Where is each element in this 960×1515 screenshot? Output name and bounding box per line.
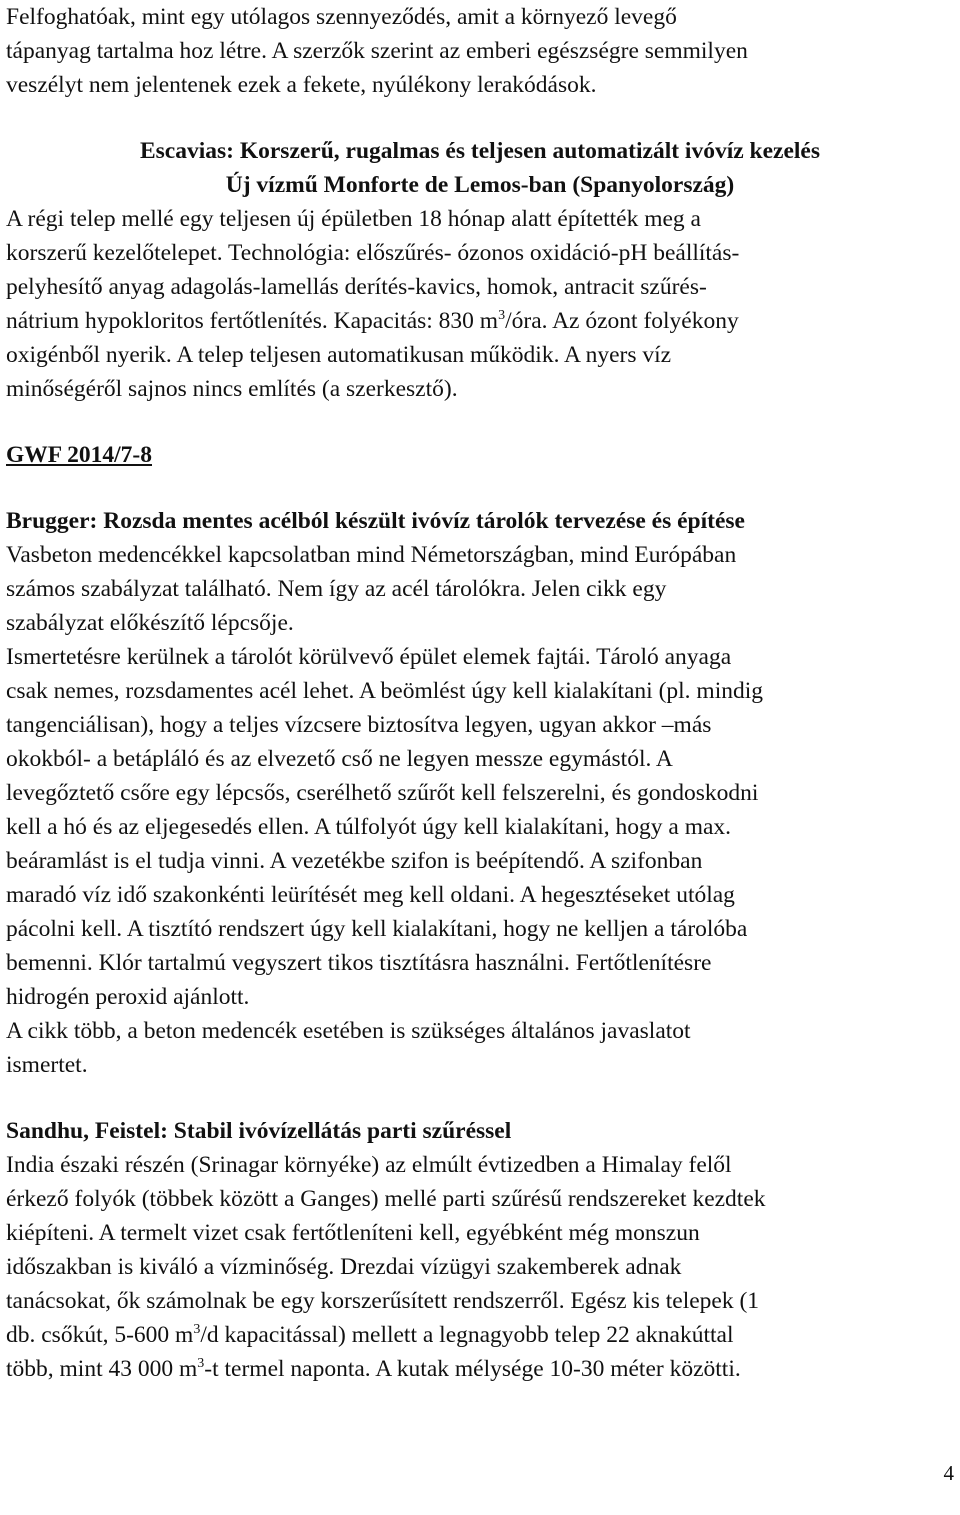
text-fragment: /d kapacitással) mellett a legnagyobb telep 22 aknakúttal bbox=[200, 1322, 734, 1348]
text-line: Ismertetésre kerülnek a tárolót körülvevő épület elemek fajtái. Tároló anyaga bbox=[6, 644, 732, 670]
article-title: Sandhu, Feistel: Stabil ivóvízellátás parti szűréssel bbox=[6, 1118, 512, 1144]
text-line bbox=[6, 1318, 954, 1352]
text-line bbox=[6, 304, 954, 338]
text-line bbox=[6, 1352, 954, 1386]
text-fragment: -t termel naponta. A kutak mélysége 10-30 méter közötti. bbox=[204, 1356, 741, 1382]
text-line: ismertet. bbox=[6, 1052, 88, 1078]
superscript: 3 bbox=[197, 1356, 205, 1371]
text-line: tápanyag tartalma hoz létre. A szerzők szerint az emberi egészségre semmilyen bbox=[6, 38, 748, 64]
brugger-article bbox=[6, 504, 954, 1082]
article-body bbox=[6, 538, 954, 1082]
page-number: 4 bbox=[943, 1461, 954, 1485]
text-line: A régi telep mellé egy teljesen új épületben 18 hónap alatt építették meg a bbox=[6, 206, 701, 232]
text-fragment: több, mint 43 000 m bbox=[6, 1356, 198, 1382]
superscript: 3 bbox=[193, 1322, 201, 1337]
escavias-article bbox=[6, 134, 954, 406]
intro-paragraph bbox=[6, 0, 954, 102]
text-line: tangenciálisan), hogy a teljes vízcsere biztosítva legyen, ugyan akkor –más bbox=[6, 712, 712, 738]
text-line: beáramlást is el tudja vinni. A vezetékbe szifon is beépítendő. A szifonban bbox=[6, 848, 703, 874]
text-line: hidrogén peroxid ajánlott. bbox=[6, 984, 250, 1010]
text-line: kell a hó és az eljegesedés ellen. A túlfolyót úgy kell kialakítani, hogy a max. bbox=[6, 814, 732, 840]
sandhu-article bbox=[6, 1114, 954, 1386]
text-line: oxigénből nyerik. A telep teljesen automatikusan működik. A nyers víz bbox=[6, 342, 672, 368]
text-line: maradó víz idő szakonkénti leürítését meg kell oldani. A hegesztéseket utólag bbox=[6, 882, 735, 908]
text-line: pácolni kell. A tisztító rendszert úgy kell kialakítani, hogy ne kelljen a tárolóba bbox=[6, 916, 748, 942]
article-title: Escavias: Korszerű, rugalmas és teljesen automatizált ivóvíz kezelés bbox=[139, 138, 821, 164]
text-line: szabályzat előkészítő lépcsője. bbox=[6, 610, 294, 636]
superscript: 3 bbox=[498, 308, 506, 323]
text-line: Vasbeton medencékkel kapcsolatban mind Németországban, mind Európában bbox=[6, 542, 737, 568]
text-line: levegőztető csőre egy lépcsős, cserélhető szűrőt kell felszerelni, és gondoskodni bbox=[6, 780, 759, 806]
text-line: Felfoghatóak, mint egy utólagos szennyeződés, amit a környező levegő bbox=[6, 4, 677, 30]
text-line: pelyhesítő anyag adagolás-lamellás derítés-kavics, homok, antracit szűrés- bbox=[6, 274, 707, 300]
source-heading: GWF 2014/7-8 bbox=[6, 442, 152, 468]
text-line: csak nemes, rozsdamentes acél lehet. A beömlést úgy kell kialakítani (pl. mindig bbox=[6, 678, 764, 704]
text-fragment: /óra. Az ózont folyékony bbox=[505, 308, 739, 334]
document-page bbox=[6, 0, 954, 1386]
text-line: időszakban is kiváló a vízminőség. Drezdai vízügyi szakemberek adnak bbox=[6, 1254, 682, 1280]
text-line: veszélyt nem jelentenek ezek a fekete, nyúlékony lerakódások. bbox=[6, 72, 597, 98]
text-line: bemenni. Klór tartalmú vegyszert tikos tisztításra használni. Fertőtlenítésre bbox=[6, 950, 712, 976]
text-line: számos szabályzat található. Nem így az acél tárolókra. Jelen cikk egy bbox=[6, 576, 667, 602]
text-line: korszerű kezelőtelepet. Technológia: előszűrés- ózonos oxidáció-pH beállítás- bbox=[6, 240, 740, 266]
article-subtitle: Új vízmű Monforte de Lemos-ban (Spanyolország) bbox=[225, 172, 735, 198]
text-line: A cikk több, a beton medencék esetében is szükséges általános javaslatot bbox=[6, 1018, 691, 1044]
text-line: kiépíteni. A termelt vizet csak fertőtleníteni kell, egyébként még monszun bbox=[6, 1220, 700, 1246]
text-line: India északi részén (Srinagar környéke) az elmúlt évtizedben a Himalay felől bbox=[6, 1152, 732, 1178]
article-title: Brugger: Rozsda mentes acélból készült ivóvíz tárolók tervezése és építése bbox=[6, 508, 745, 534]
text-line: tanácsokat, ők számolnak be egy korszerűsített rendszerről. Egész kis telepek (1 bbox=[6, 1288, 760, 1314]
text-line: minőségéről sajnos nincs említés (a szerkesztő). bbox=[6, 376, 458, 402]
text-fragment: nátrium hypokloritos fertőtlenítés. Kapacitás: 830 m bbox=[6, 308, 499, 334]
text-line: érkező folyók (többek között a Ganges) mellé parti szűrésű rendszereket kezdtek bbox=[6, 1186, 766, 1212]
text-line: okokból- a betápláló és az elvezető cső ne legyen messze egymástól. A bbox=[6, 746, 673, 772]
text-fragment: db. csőkút, 5-600 m bbox=[6, 1322, 194, 1348]
